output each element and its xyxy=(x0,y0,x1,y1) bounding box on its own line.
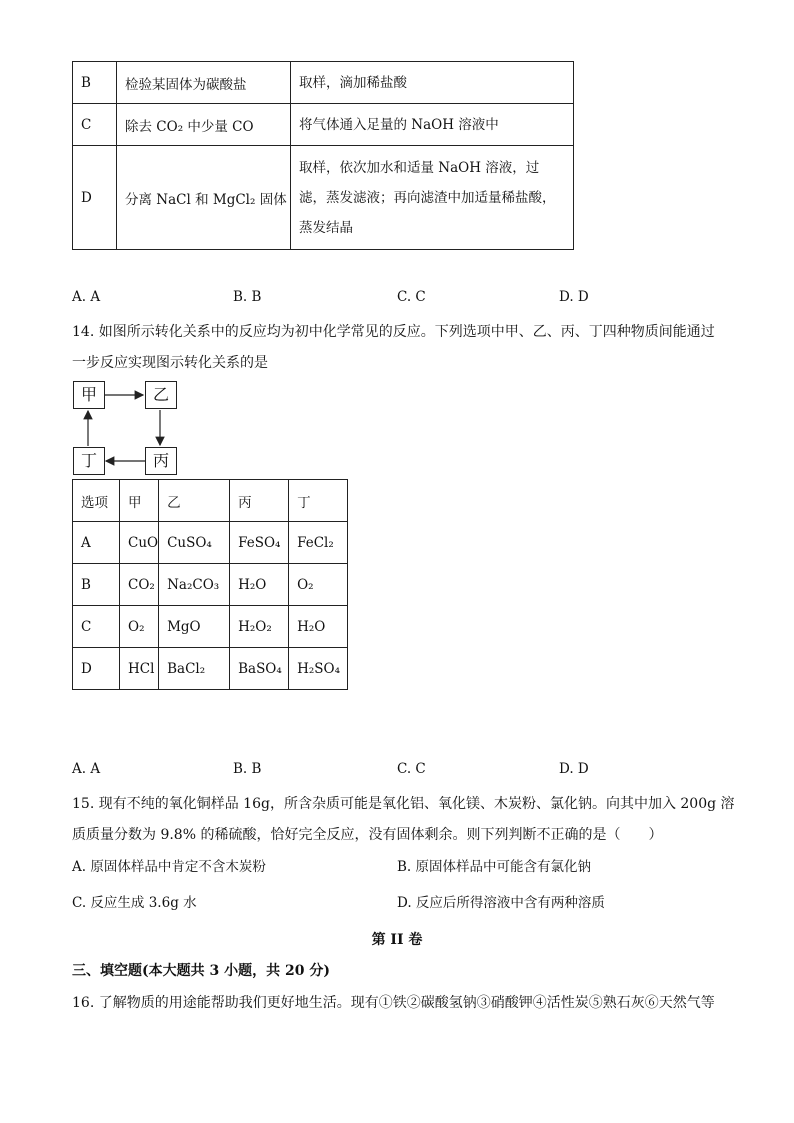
diagram-box-jia: 甲 xyxy=(73,381,105,409)
table-header: 丙 xyxy=(230,480,289,522)
q13-option-d: D. D xyxy=(559,289,589,305)
table-cell: CO₂ xyxy=(120,564,159,606)
q13-row-label: B xyxy=(73,62,117,104)
q13-option-b: B. B xyxy=(233,289,262,305)
q13-method-line: 蒸发结晶 xyxy=(299,219,353,236)
table-row xyxy=(73,564,348,606)
q15-option-c: C. 反应生成 3.6g 水 xyxy=(72,895,197,911)
q15-option-b: B. 原固体样品中可能含有氯化钠 xyxy=(397,859,592,875)
q13-option-a: A. A xyxy=(72,289,101,305)
table-cell: CuO xyxy=(120,522,159,564)
table-cell: FeSO₄ xyxy=(230,522,289,564)
table-cell: HCl xyxy=(120,648,159,690)
q15-option-d: D. 反应后所得溶液中含有两种溶质 xyxy=(397,895,605,911)
q13-row-purpose: 除去 CO₂ 中少量 CO xyxy=(117,104,291,146)
table-cell: Na₂CO₃ xyxy=(159,564,230,606)
diagram-box-ding: 丁 xyxy=(73,447,105,475)
table-cell: H₂O xyxy=(289,606,348,648)
q13-row-label: D xyxy=(73,146,117,250)
q13-method-line: 取样，依次加水和适量 NaOH 溶液，过 xyxy=(299,159,540,176)
table-cell: H₂SO₄ xyxy=(289,648,348,690)
table-cell: CuSO₄ xyxy=(159,522,230,564)
q14-option-c: C. C xyxy=(397,761,426,777)
table-row xyxy=(73,146,574,250)
q13-row-method: 将气体通入足量的 NaOH 溶液中 xyxy=(291,104,574,146)
table-row xyxy=(73,522,348,564)
q13-row-label: C xyxy=(73,104,117,146)
q14-option-a: A. A xyxy=(72,761,101,777)
table-header: 丁 xyxy=(289,480,348,522)
diagram-box-yi: 乙 xyxy=(145,381,177,409)
table-cell: BaSO₄ xyxy=(230,648,289,690)
section-title: 第 II 卷 xyxy=(371,932,423,948)
q13-table xyxy=(72,61,574,250)
table-header: 甲 xyxy=(120,480,159,522)
q13-row-purpose: 分离 NaCl 和 MgCl₂ 固体 xyxy=(117,146,291,250)
q14-stem-line1: 14. 如图所示转化关系中的反应均为初中化学常见的反应。下列选项中甲、乙、丙、丁四种物质间能通过 xyxy=(72,324,715,340)
q15-option-a: A. 原固体样品中肯定不含木炭粉 xyxy=(72,859,266,875)
table-cell: MgO xyxy=(159,606,230,648)
section-heading: 三、填空题(本大题共 3 小题，共 20 分) xyxy=(72,963,330,979)
table-cell: D xyxy=(73,648,120,690)
table-cell: BaCl₂ xyxy=(159,648,230,690)
table-header: 乙 xyxy=(159,480,230,522)
table-row xyxy=(73,104,574,146)
q13-row-method xyxy=(291,146,574,250)
q15-stem-line2: 质质量分数为 9.8% 的稀硫酸，恰好完全反应，没有固体剩余。则下列判断不正确的是（ ） xyxy=(72,827,663,843)
q15-stem-line1: 15. 现有不纯的氧化铜样品 16g，所含杂质可能是氧化铝、氧化镁、木炭粉、氯化钠。向其中加入 200g 溶 xyxy=(72,796,735,812)
q14-option-d: D. D xyxy=(559,761,589,777)
q13-option-c: C. C xyxy=(397,289,426,305)
q13-method-line: 滤，蒸发滤液；再向滤渣中加适量稀盐酸， xyxy=(299,189,556,206)
diagram-arrows xyxy=(70,378,200,478)
table-cell: O₂ xyxy=(289,564,348,606)
q14-table xyxy=(72,479,348,690)
q14-option-b: B. B xyxy=(233,761,262,777)
table-cell: B xyxy=(73,564,120,606)
table-row xyxy=(73,606,348,648)
q14-conversion-diagram xyxy=(70,378,200,478)
q14-stem-line2: 一步反应实现图示转化关系的是 xyxy=(72,355,268,371)
table-cell: H₂O₂ xyxy=(230,606,289,648)
table-header-row xyxy=(73,480,348,522)
table-cell: O₂ xyxy=(120,606,159,648)
table-cell: C xyxy=(73,606,120,648)
table-row xyxy=(73,62,574,104)
table-cell: H₂O xyxy=(230,564,289,606)
q13-row-purpose: 检验某固体为碳酸盐 xyxy=(117,62,291,104)
table-header: 选项 xyxy=(73,480,120,522)
q13-row-method: 取样，滴加稀盐酸 xyxy=(291,62,574,104)
table-cell: A xyxy=(73,522,120,564)
diagram-box-bing: 丙 xyxy=(145,447,177,475)
table-row xyxy=(73,648,348,690)
q16-stem-line1: 16. 了解物质的用途能帮助我们更好地生活。现有①铁②碳酸氢钠③硝酸钾④活性炭⑤熟石灰⑥天然气等 xyxy=(72,995,715,1011)
table-cell: FeCl₂ xyxy=(289,522,348,564)
